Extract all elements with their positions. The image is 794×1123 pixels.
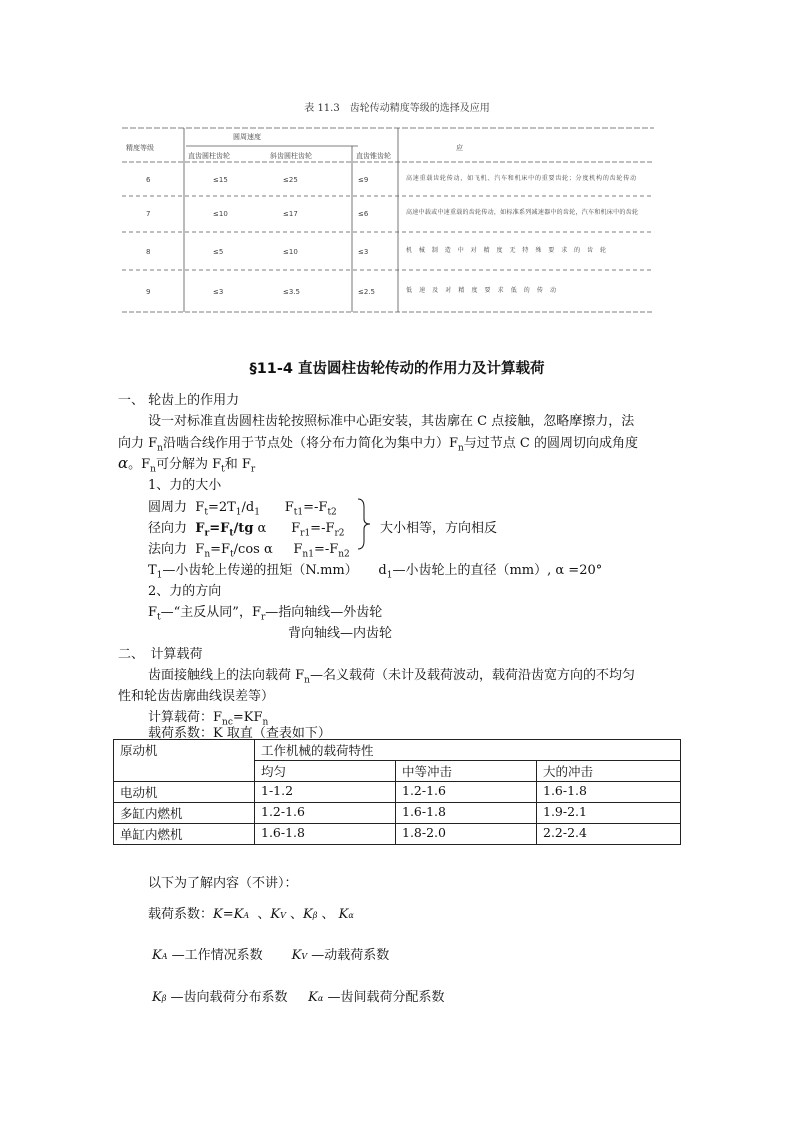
table-subheader-medium-shock: 中等冲击 (396, 761, 537, 782)
torque-note: $T_1—$小齿轮上传递的扭矩（N.mm） $d_1—$小齿轮上的直径（mm）, α =20° (148, 563, 603, 581)
scan-v3-7: ≤6 (358, 210, 369, 218)
scan-header-helical: 斜齿圆柱齿轮 (270, 152, 312, 160)
table-subheader-uniform: 均匀 (255, 761, 396, 782)
table-caption: 表 11.3 齿轮传动精度等级的选择及应用 (304, 103, 490, 114)
para-line-2: 向力 $F_n$沿啮合线作用于节点处（将分布力简化为集中力）$F_n$与过节点 C 的圆周切向成角度 (118, 436, 638, 454)
scan-header-speed: 圆周速度 (233, 133, 261, 141)
fr-direction-inner: 背向轴线—内齿轮 (288, 626, 393, 641)
nominal-load-line-1: 齿面接触线上的法向载荷 $F_n—$名义载荷（未计及载荷波动，载荷沿齿宽方向的不均匀 (148, 668, 635, 686)
right-brace (356, 497, 372, 551)
ft-direction: $F_t—“$主反从同”，$F_r—$指向轴线—外齿轮 (148, 605, 383, 623)
scan-v1-8: ≤5 (213, 248, 224, 256)
scan-header-application: 应 (456, 144, 463, 152)
scan-v3-9: ≤2.5 (358, 288, 375, 296)
nominal-load-line-2: 性和轮齿齿廓曲线误差等） (118, 689, 275, 704)
table-subheader-heavy-shock: 大的冲击 (537, 761, 681, 782)
table-cell: 单缸内燃机 (114, 824, 255, 845)
table-cell: 1.8-2.0 (396, 824, 537, 845)
scan-app-7: 高速中载或中速重载的齿轮传动，如标准系列减速器中的齿轮，汽车和机床中的齿轮 (406, 209, 638, 216)
scan-v2-7: ≤17 (283, 210, 298, 218)
scan-header-bevel: 直齿锥齿轮 (356, 152, 391, 160)
optional-content-note: 以下为了解内容（不讲）： (148, 876, 298, 891)
scanned-table-image (118, 122, 658, 318)
scan-app-6: 高速重载齿轮传动，如飞机、汽车和机床中的重要齿轮；分度机构的齿轮传动 (406, 175, 636, 182)
force-size-title: 1、力的大小 (148, 478, 222, 493)
scan-grade-6: 6 (146, 176, 151, 184)
scan-v2-9: ≤3.5 (283, 288, 300, 296)
scan-v2-6: ≤25 (283, 176, 298, 184)
circumferential-force-row: 圆周力 $F_t=2T_1/d_1$ $F_{t1}=-F_{t2}$ (148, 500, 337, 518)
brace-note: 大小相等，方向相反 (380, 521, 498, 536)
table-cell: 1.9-2.1 (537, 803, 681, 824)
table-row (114, 803, 681, 824)
table-row (114, 824, 681, 845)
kb-kalpha-definition: Kβ —齿向载荷分布系数 Kα —齿间载荷分配系数 (152, 990, 445, 1005)
para-line-1: 设一对标准直齿圆柱齿轮按照标准中心距安装，其齿廓在 C 点接触，忽略摩擦力，法 (148, 414, 635, 429)
table-cell: 1.2-1.6 (255, 803, 396, 824)
table-cell: 多缸内燃机 (114, 803, 255, 824)
para-line-3: α。$F_n$可分解为 $F_t$和 $F_r$ (118, 454, 256, 475)
table-cell: 1.6-1.8 (396, 803, 537, 824)
load-factor-table (113, 739, 681, 845)
load-factor-line: 载荷系数：K 取直（查表如下） (148, 726, 331, 741)
heading-forces: 一、 轮齿上的作用力 (118, 393, 240, 408)
scan-v3-8: ≤3 (358, 248, 369, 256)
table-cell: 1-1.2 (255, 782, 396, 803)
scan-app-9: 低速及对精度要求低的传动 (406, 287, 556, 294)
scan-grade-9: 9 (146, 288, 151, 296)
scan-header-spur: 直齿圆柱齿轮 (188, 152, 230, 160)
scan-v2-8: ≤10 (283, 248, 298, 256)
table-header-prime-mover: 原动机 (114, 740, 255, 782)
ka-definition: KA —工作情况系数 KV —动载荷系数 (152, 948, 390, 963)
scan-grade-8: 8 (146, 248, 151, 256)
scan-v1-7: ≤10 (213, 210, 228, 218)
section-title: §11-4 直齿圆柱齿轮传动的作用力及计算载荷 (249, 361, 545, 377)
table-cell: 1.6-1.8 (537, 782, 681, 803)
heading-calc-load: 二、 计算载荷 (118, 647, 203, 662)
table-cell: 1.2-1.6 (396, 782, 537, 803)
table-header-load-characteristics: 工作机械的载荷特性 (255, 740, 681, 761)
table-row (114, 782, 681, 803)
scan-header-grade: 精度等级 (126, 144, 154, 152)
scan-v3-6: ≤9 (358, 176, 369, 184)
table-cell: 1.6-1.8 (255, 824, 396, 845)
radial-force-row: 径向力 $F_r=F_t/tg$ α $F_{r1}=-F_{r2}$ (148, 521, 345, 539)
scan-v1-6: ≤15 (213, 176, 228, 184)
calc-load-formula: 计算载荷：$F_{nc}=KF_n$ (148, 710, 269, 728)
scan-v1-9: ≤3 (213, 288, 224, 296)
table-cell: 电动机 (114, 782, 255, 803)
scan-grade-7: 7 (146, 210, 151, 218)
scan-app-8: 机械制造中对精度无特殊要求的齿轮 (406, 247, 606, 254)
force-direction-title: 2、力的方向 (148, 584, 222, 599)
load-factor-formula: 载荷系数：K=KA 、KV 、Kβ 、 Kα (148, 907, 354, 922)
table-cell: 2.2-2.4 (537, 824, 681, 845)
normal-force-row: 法向力 $F_n=F_t/\cos$ α $F_{n1}=-F_{n2}$ (148, 542, 350, 560)
